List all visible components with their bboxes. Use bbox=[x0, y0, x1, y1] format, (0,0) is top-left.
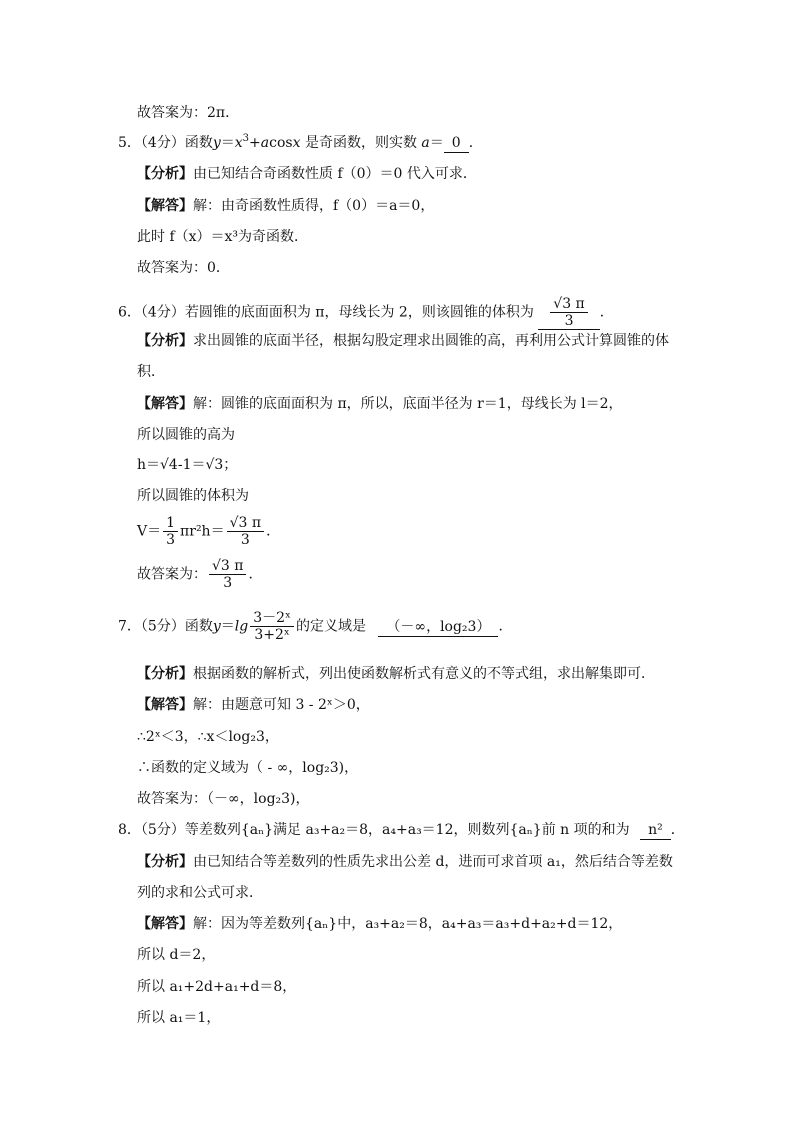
analysis-line bbox=[137, 664, 655, 684]
fraction-denominator: 3 bbox=[240, 532, 250, 548]
formula-line bbox=[137, 515, 280, 551]
solution-line: h＝√4-1＝√3； bbox=[137, 457, 238, 473]
analysis-text: 由已知结合奇函数性质 f（0）＝0 代入可求． bbox=[193, 166, 477, 182]
solution-text: 解：由奇函数性质得，f（0）＝a＝0， bbox=[193, 198, 435, 214]
solution-line: 所以圆锥的体积为 bbox=[137, 488, 249, 504]
question-text: 的定义域是 bbox=[295, 618, 366, 635]
solution-line: 所以圆锥的高为 bbox=[137, 427, 235, 443]
fraction-denominator: 3 bbox=[223, 575, 233, 591]
question-5: 5．（4分）函数$y=x^3+acosx$ 是奇函数，则实数 a＝ 0 ． bbox=[118, 133, 483, 151]
question-6: 6．（4分）若圆锥的底面面积为 π，母线长为 2，则该圆锥的体积为 $\frac{√3 \pi}{3}$ ． bbox=[118, 296, 614, 329]
question-7: 7．（5分）函数y＝lg $\frac{\text{3－2ˣ}}{\text{3+2ˣ}}$ 的定义域是 （－∞，log₂3） ． bbox=[118, 610, 513, 643]
solution-line bbox=[137, 196, 434, 216]
question-text: 6．（4分）若圆锥的底面面积为 π，母线长为 2，则该圆锥的体积为 bbox=[118, 304, 534, 321]
analysis-tag: 【分析】 bbox=[137, 333, 193, 349]
analysis-text: 求出圆锥的底面半径，根据勾股定理求出圆锥的高，再利用公式计算圆锥的体 bbox=[193, 333, 669, 349]
answer-blank: n² bbox=[640, 821, 671, 840]
analysis-line: 列的求和公式可求． bbox=[137, 885, 263, 901]
answer-prefix: 故答案为： bbox=[137, 566, 207, 583]
question-8: 8．（5分）等差数列{aₙ}满足 a₃+a₂＝8，a₄+a₃＝12，则数列{aₙ}前 n 项的和为 n² ． bbox=[118, 822, 685, 838]
answer-blank: 0 bbox=[444, 134, 469, 153]
solution-tag: 【解答】 bbox=[137, 916, 193, 932]
analysis-line: 积． bbox=[137, 364, 165, 380]
fraction-numerator: √3 π bbox=[209, 558, 246, 575]
answer-line: 故答案为：0． bbox=[137, 260, 230, 276]
solution-line: 所以 a₁+2d+a₁+d＝8， bbox=[137, 979, 297, 995]
analysis-line bbox=[137, 852, 673, 872]
answer-blank bbox=[538, 296, 599, 330]
solution-line: ∴2ˣ＜3，∴x＜log₂3， bbox=[137, 729, 279, 745]
solution-tag: 【解答】 bbox=[137, 396, 193, 412]
analysis-line bbox=[137, 164, 477, 184]
solution-line: ∴函数的定义域为（ - ∞，log₂3)， bbox=[137, 760, 359, 776]
formula-middle: πr²h＝ bbox=[180, 523, 225, 540]
solution-line: 所以 d＝2， bbox=[137, 947, 216, 963]
analysis-tag: 【分析】 bbox=[137, 666, 193, 682]
question-prefix: 7．（5分）函数 bbox=[118, 618, 213, 635]
fraction-denominator: 3 bbox=[166, 532, 176, 548]
answer-blank: （－∞，log₂3） bbox=[378, 618, 498, 637]
question-text: 是奇函数，则实数 bbox=[304, 135, 417, 151]
fraction-numerator: 1 bbox=[163, 515, 178, 532]
solution-text: 解：因为等差数列{aₙ}中，a₃+a₂＝8，a₄+a₃＝a₃+d+a₂+d＝12， bbox=[193, 916, 623, 932]
answer-numerator: √3 π bbox=[550, 296, 587, 313]
solution-text: 解：圆锥的底面面积为 π，所以，底面半径为 r＝1，母线长为 l＝2， bbox=[193, 396, 623, 412]
answer-line bbox=[137, 558, 262, 594]
solution-line bbox=[137, 695, 370, 715]
analysis-text: 由已知结合等差数列的性质先求出公差 d，进而可求首项 a₁，然后结合等差数 bbox=[193, 854, 673, 870]
fraction-denominator: 3+2ˣ bbox=[254, 627, 290, 643]
analysis-tag: 【分析】 bbox=[137, 166, 193, 182]
formula-prefix: V＝ bbox=[137, 523, 162, 540]
solution-line: 所以 a₁＝1， bbox=[137, 1010, 221, 1026]
answer-denominator: 3 bbox=[564, 313, 574, 329]
solution-text: 解：由题意可知 3 - 2ˣ＞0， bbox=[193, 697, 370, 713]
question-text: 8．（5分）等差数列{aₙ}满足 a₃+a₂＝8，a₄+a₃＝12，则数列{aₙ}前 n 项的和为 bbox=[118, 822, 630, 838]
solution-tag: 【解答】 bbox=[137, 198, 193, 214]
formula-end: ． bbox=[266, 523, 281, 540]
solution-tag: 【解答】 bbox=[137, 697, 193, 713]
solution-line bbox=[137, 914, 622, 934]
answer-end: ． bbox=[248, 566, 263, 583]
answer-line: 故答案为：（－∞，log₂3)， bbox=[137, 791, 310, 807]
analysis-line bbox=[137, 331, 669, 351]
solution-line bbox=[137, 394, 623, 414]
fraction-numerator: √3 π bbox=[227, 515, 264, 532]
solution-line: 此时 f（x）＝x³为奇函数． bbox=[137, 229, 309, 245]
answer-line: 故答案为：2π． bbox=[137, 105, 240, 121]
fraction-numerator: 3－2ˣ bbox=[250, 610, 294, 627]
analysis-tag: 【分析】 bbox=[137, 854, 193, 870]
analysis-text: 根据函数的解析式，列出使函数解析式有意义的不等式组，求出解集即可． bbox=[193, 666, 655, 682]
question-prefix: 5．（4分）函数 bbox=[118, 135, 213, 151]
